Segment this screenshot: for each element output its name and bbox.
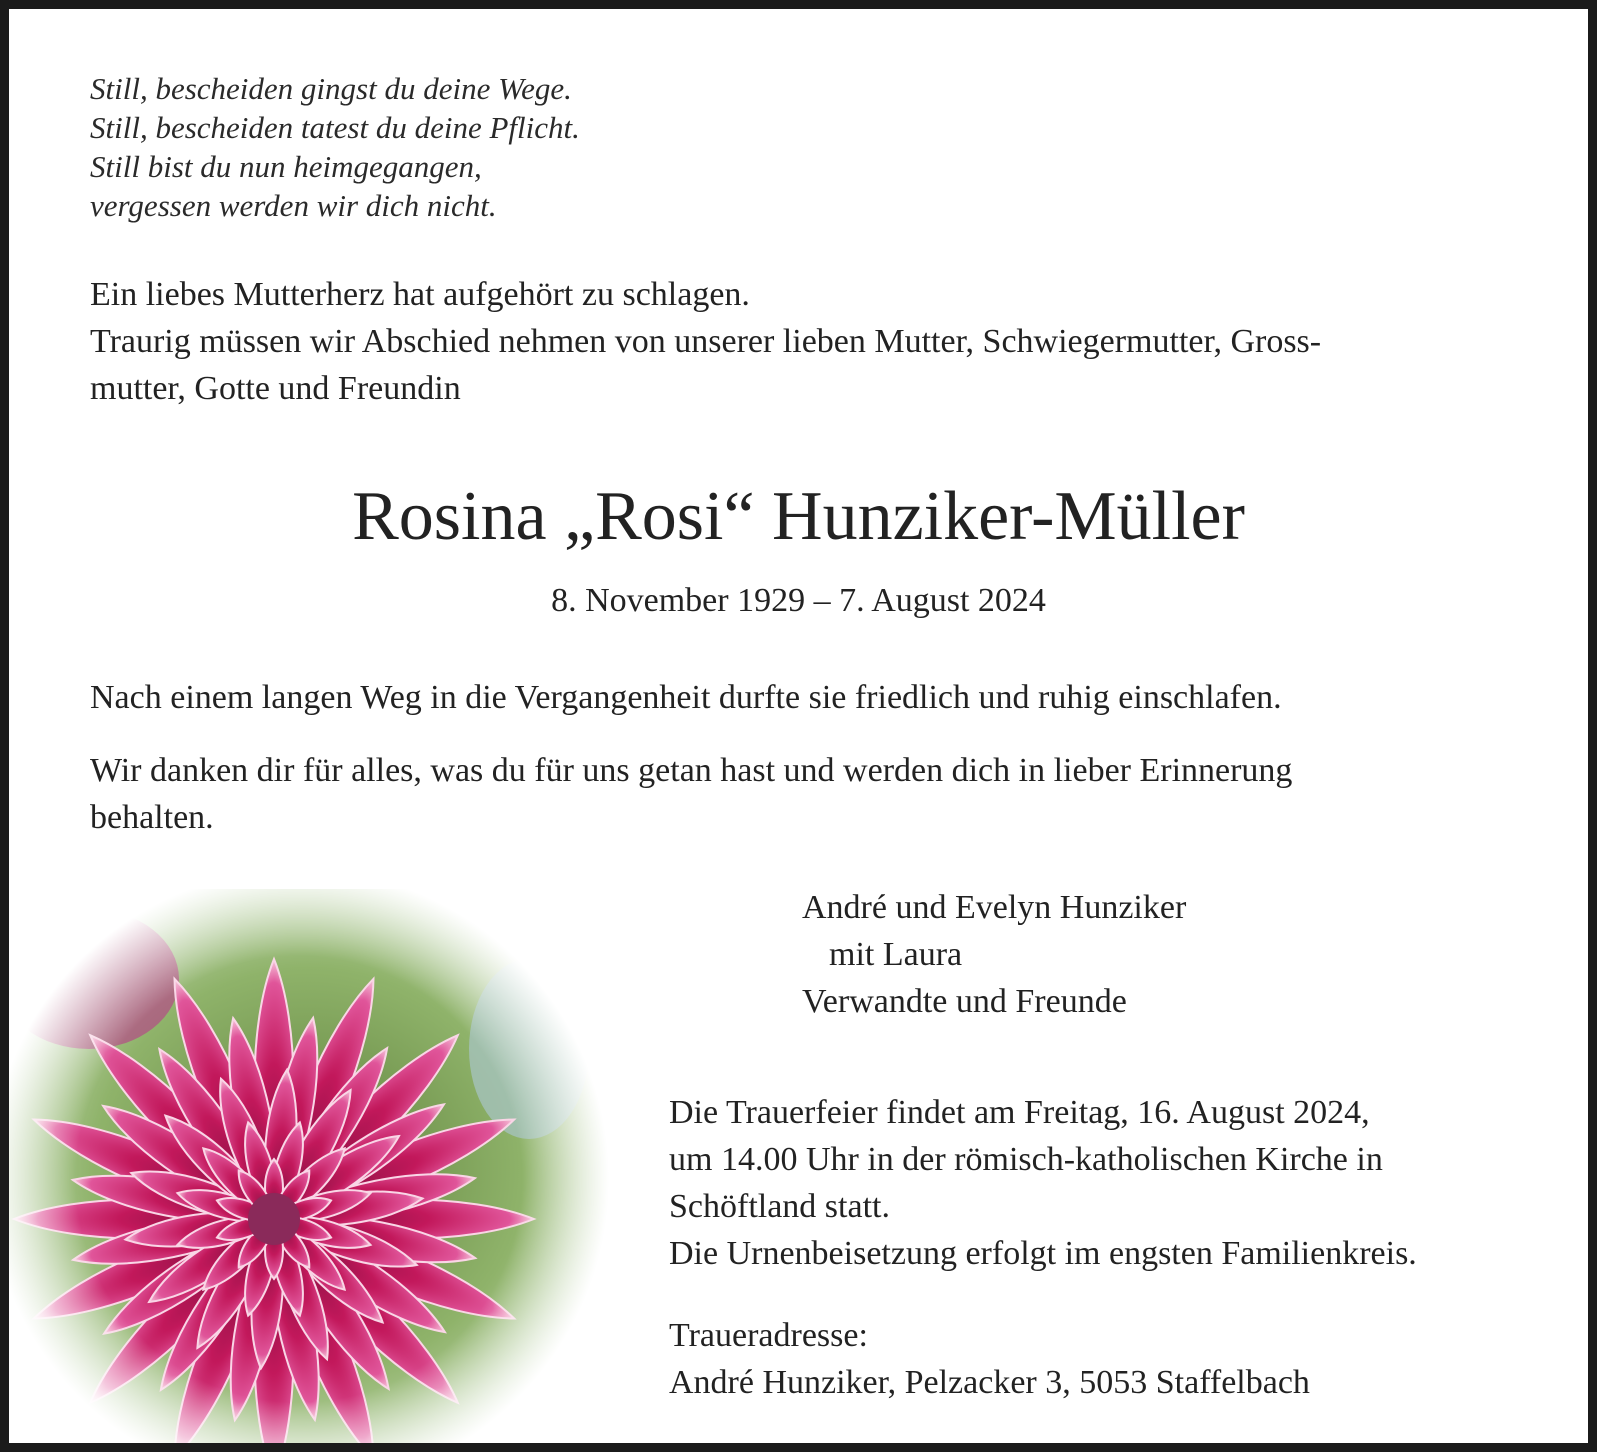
dahlia-flower-image — [9, 889, 609, 1452]
intro-line: Traurig müssen wir Abschied nehmen von unserer lieben Mutter, Schwiegermutter, Gross- — [90, 323, 1322, 360]
mourner: Verwandte und Freunde — [802, 983, 1127, 1020]
address-value: André Hunziker, Pelzacker 3, 5053 Staffelbach — [669, 1364, 1310, 1401]
poem-line: Still, bescheiden gingst du deine Wege. — [90, 71, 572, 106]
flower-center — [248, 1193, 300, 1245]
thanks-message — [90, 747, 1292, 841]
service-line: Schöftland statt. — [669, 1188, 890, 1225]
message-line: Nach einem langen Weg in die Vergangenheit durfte sie friedlich und ruhig einschlafen. — [90, 679, 1282, 716]
poem-line: Still, bescheiden tatest du deine Pflicht. — [90, 110, 580, 145]
service-line: Die Trauerfeier findet am Freitag, 16. August 2024, — [669, 1094, 1370, 1131]
service-info — [669, 1089, 1417, 1277]
intro-line: Ein liebes Mutterherz hat aufgehört zu schlagen. — [90, 276, 750, 313]
address-label: Traueradresse: — [669, 1317, 868, 1354]
intro-text — [90, 271, 1530, 412]
message-line: Wir danken dir für alles, was du für uns getan hast und werden dich in lieber Erinnerung — [90, 752, 1293, 789]
mourning-address — [669, 1312, 1310, 1406]
poem — [90, 69, 580, 225]
mourner: mit Laura — [829, 936, 963, 973]
intro-line: mutter, Gotte und Freundin — [90, 370, 461, 407]
life-dates: 8. November 1929 – 7. August 2024 — [551, 582, 1046, 619]
deceased-name: Rosina „Rosi“ Hunziker-Müller — [352, 478, 1245, 555]
service-line: Die Urnenbeisetzung erfolgt im engsten Familienkreis. — [669, 1235, 1417, 1272]
mourners-list — [802, 884, 1186, 1025]
mourner: André und Evelyn Hunziker — [802, 889, 1187, 926]
service-line: um 14.00 Uhr in der römisch-katholischen Kirche in — [669, 1141, 1383, 1178]
poem-line: Still bist du nun heimgegangen, — [90, 149, 482, 184]
poem-line: vergessen werden wir dich nicht. — [90, 188, 497, 223]
message-line: behalten. — [90, 799, 214, 836]
